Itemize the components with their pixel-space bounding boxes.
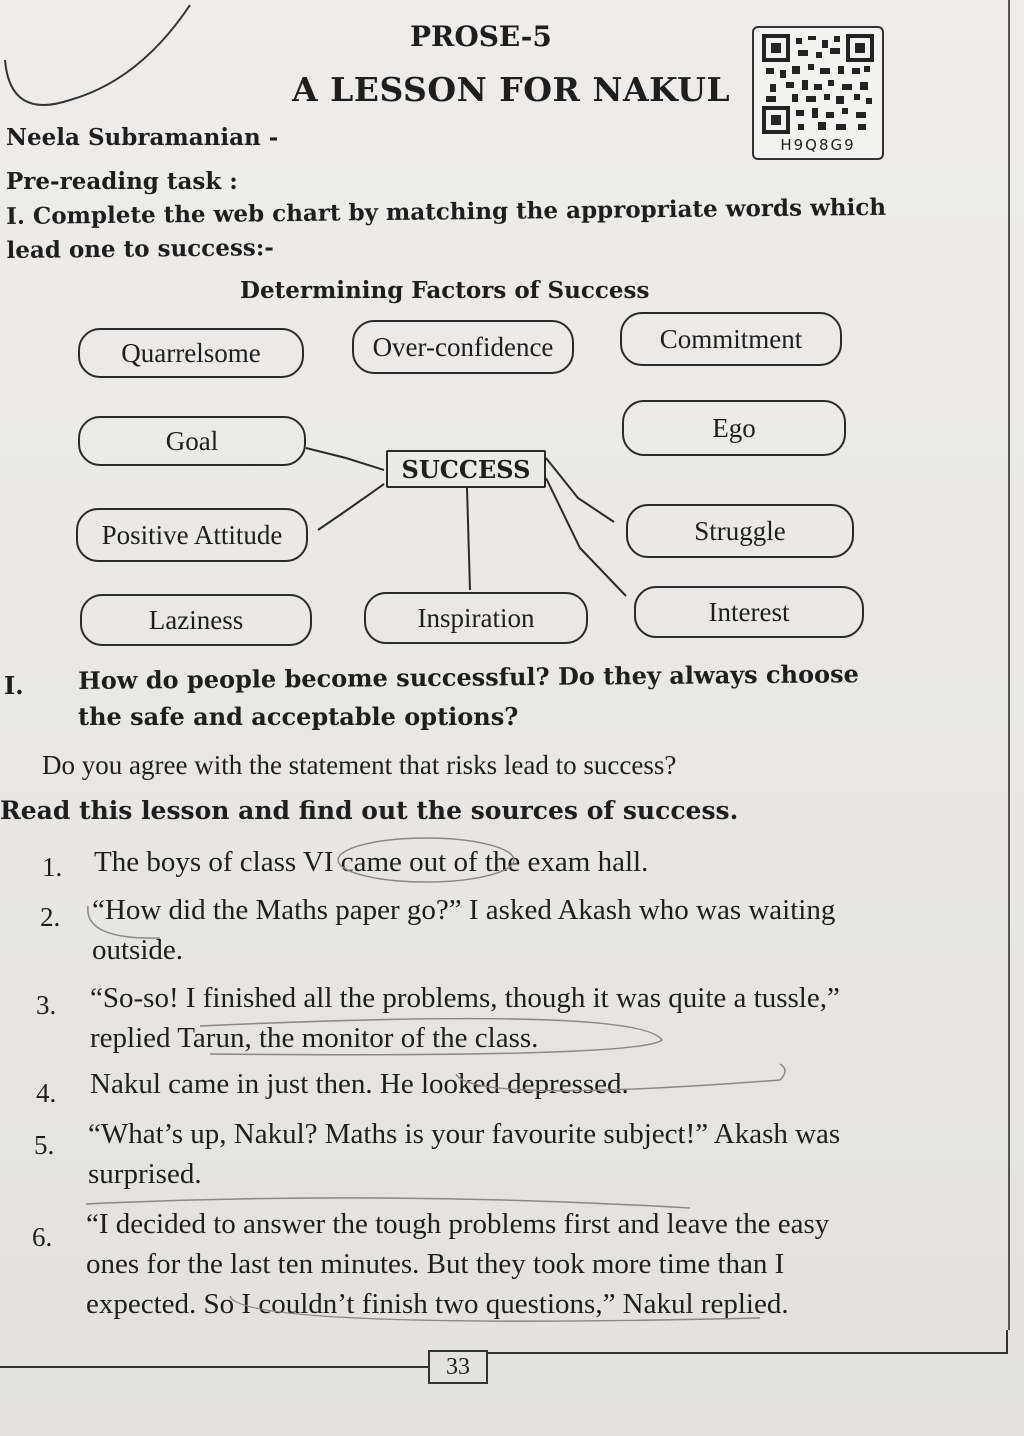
para-number: 6. xyxy=(32,1222,53,1252)
paragraph-line: The boys of class VI came out of the exam hall. xyxy=(94,846,649,878)
option-goal: Goal xyxy=(78,416,306,466)
paragraph-line: outside. xyxy=(92,934,184,966)
para-number: 5. xyxy=(34,1130,55,1160)
paragraph-line: replied Tarun, the monitor of the class. xyxy=(90,1022,539,1054)
task-line-2: lead one to success:- xyxy=(6,234,274,264)
lesson-title: A LESSON FOR NAKUL xyxy=(292,70,731,109)
chart-title: Determining Factors of Success xyxy=(240,277,650,304)
paragraph-line: “What’s up, Nakul? Maths is your favourite subject!” Akash was xyxy=(88,1118,841,1150)
option-inspiration: Inspiration xyxy=(364,592,588,644)
paragraph-line: “So-so! I finished all the problems, though it was quite a tussle,” xyxy=(90,982,840,1014)
page-number: 33 xyxy=(428,1350,488,1384)
task-line-1: I. Complete the web chart by matching the appropriate words which xyxy=(6,193,887,230)
option-commitment: Commitment xyxy=(620,312,842,366)
footer-rule-left xyxy=(0,1366,428,1368)
paragraph-line: ones for the last ten minutes. But they took more time than I xyxy=(86,1248,785,1280)
footer-rule-right xyxy=(488,1352,1008,1354)
question-line-2: the safe and acceptable options? xyxy=(78,702,519,731)
question-line-1: How do people become successful? Do they always choose xyxy=(78,659,859,695)
option-positive-attitude: Positive Attitude xyxy=(76,508,308,562)
qr-code-label: H9Q8G9 xyxy=(780,136,856,154)
option-interest: Interest xyxy=(634,586,864,638)
option-over-confidence: Over-confidence xyxy=(352,320,574,374)
option-struggle: Struggle xyxy=(626,504,854,558)
paragraph-line: expected. So I couldn’t finish two questions,” Nakul replied. xyxy=(86,1288,789,1320)
footer-rule-corner xyxy=(1006,1330,1008,1354)
agree-question: Do you agree with the statement that risks lead to success? xyxy=(42,750,677,780)
success-center-box: SUCCESS xyxy=(386,450,546,488)
paragraph-line: “How did the Maths paper go?” I asked Akash who was waiting xyxy=(92,894,836,926)
option-quarrelsome: Quarrelsome xyxy=(78,328,304,378)
pre-reading-heading: Pre-reading task : xyxy=(6,168,238,195)
paragraph-line: “I decided to answer the tough problems first and leave the easy xyxy=(86,1208,830,1240)
paragraph-line: Nakul came in just then. He looked depressed. xyxy=(90,1068,629,1100)
option-laziness: Laziness xyxy=(80,594,312,646)
para-number: 4. xyxy=(36,1078,57,1108)
author-name: Neela Subramanian - xyxy=(6,124,279,151)
page-border-right xyxy=(1008,0,1010,1330)
prose-label: PROSE-5 xyxy=(410,20,552,53)
paragraph-line: surprised. xyxy=(88,1158,202,1190)
para-number: 1. xyxy=(42,852,63,882)
option-ego: Ego xyxy=(622,400,846,456)
question-number: I. xyxy=(4,671,24,700)
para-number: 3. xyxy=(36,990,57,1020)
para-number: 2. xyxy=(40,902,61,932)
read-instruction: Read this lesson and find out the sources of success. xyxy=(0,796,739,825)
